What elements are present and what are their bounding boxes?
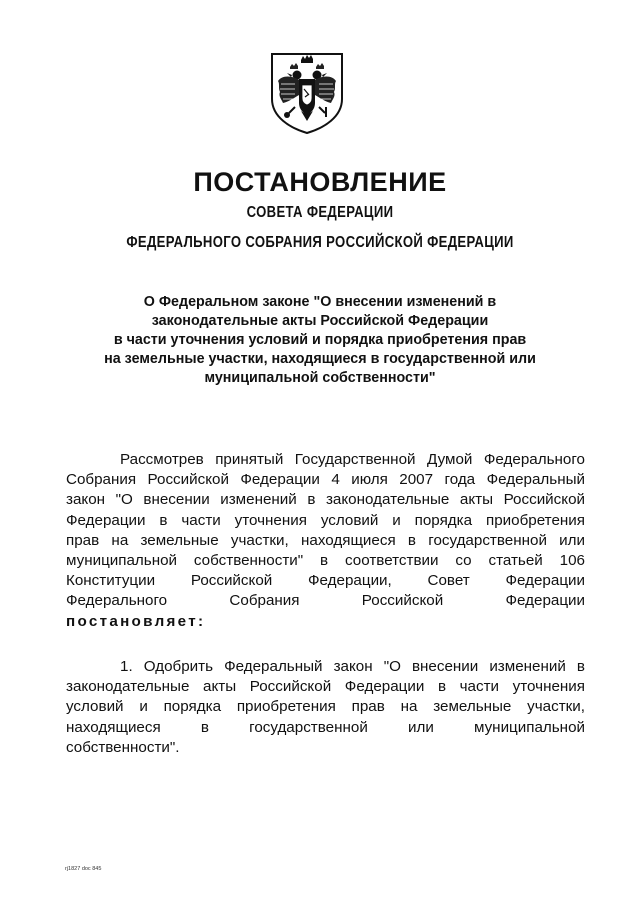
paragraph-line: Рассмотрев принятый Государственной Думой Федерального xyxy=(120,451,585,468)
subject-line: в части уточнения условий и порядка приобретения прав xyxy=(113,332,527,348)
issuing-body-line-1: СОВЕТА ФЕДЕРАЦИИ xyxy=(246,204,394,221)
russian-coat-of-arms-icon xyxy=(268,51,346,135)
paragraph-line: Федерального Собрания Российской Федерации xyxy=(66,592,585,610)
paragraph-line: находящиеся в государственной или муниципальной xyxy=(66,718,585,736)
subject-line: на земельные участки, находящиеся в государственной или xyxy=(104,351,536,367)
paragraph-line: 1. Одобрить Федеральный закон "О внесении изменений в xyxy=(120,658,585,675)
paragraph-line: закон "О внесении изменений в законодательные акты Российской xyxy=(66,491,585,509)
subject-line: муниципальной собственности" xyxy=(204,370,436,386)
paragraph-line: Собрания Российской Федерации 4 июля 2007 года Федеральный xyxy=(66,471,585,489)
document-title: ПОСТАНОВЛЕНИЕ xyxy=(193,167,447,197)
subject-line: О Федеральном законе "О внесении изменений в xyxy=(143,294,497,310)
paragraph-line: Федерации в части уточнения условий и порядка приобретения xyxy=(66,511,585,529)
subject-line: законодательные акты Российской Федерации xyxy=(151,313,489,329)
paragraph-line: прав на земельные участки, находящиеся в государственной или xyxy=(66,531,585,549)
preamble-paragraph xyxy=(66,450,585,632)
paragraph-line: законодательные акты Российской Федерации в части уточнения xyxy=(66,678,585,696)
resolution-item-1 xyxy=(66,657,585,758)
paragraph-line: муниципальной собственности" в соответствии со статьей 106 xyxy=(66,552,585,570)
issuing-body-line-2: ФЕДЕРАЛЬНОГО СОБРАНИЯ РОССИЙСКОЙ ФЕДЕРАЦИИ xyxy=(126,234,514,251)
document-subject xyxy=(60,293,580,388)
resolves-word: постановляет: xyxy=(66,612,206,630)
paragraph-line: условий и порядка приобретения прав на земельные участки, xyxy=(66,698,585,716)
document-code: rj1827 doc 845 xyxy=(65,866,102,872)
paragraph-line: Конституции Российской Федерации, Совет Федерации xyxy=(66,572,585,590)
paragraph-line: собственности". xyxy=(66,738,180,756)
